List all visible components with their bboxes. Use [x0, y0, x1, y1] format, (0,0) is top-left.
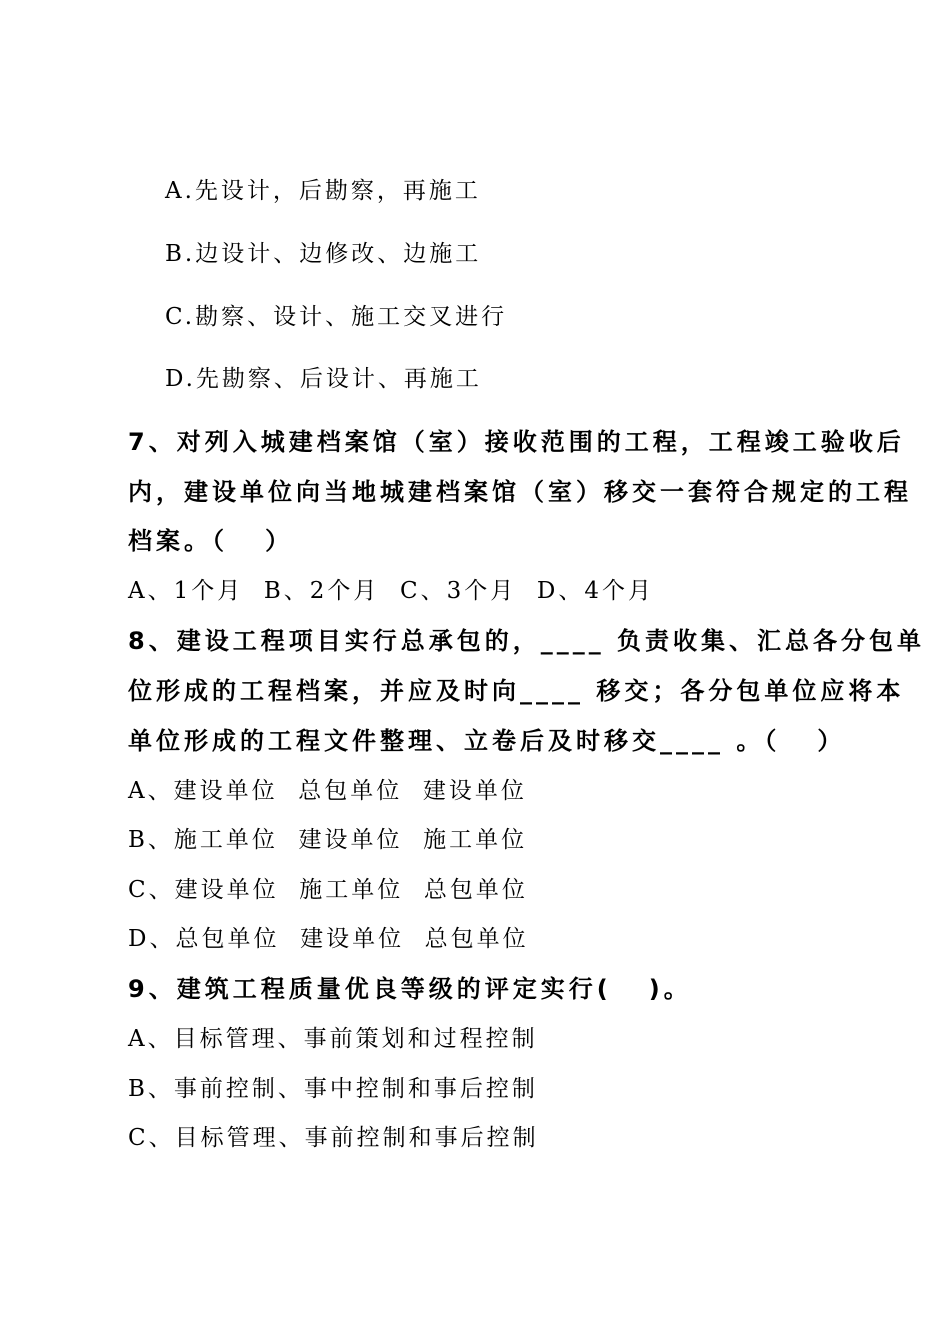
q8-option-b: B、施工单位 建设单位 施工单位: [128, 827, 528, 853]
q9-option-a: A、目标管理、事前策划和过程控制: [128, 1026, 538, 1052]
q7-options: A、1个月 B、2个月 C、3个月 D、4个月: [128, 578, 654, 604]
q7-stem-line-3: 档案。（ ）: [128, 527, 294, 555]
q8-stem-line-2: 位形成的工程档案，并应及时向____ 移交；各分包单位应将本: [128, 677, 905, 705]
q8-option-d: D、总包单位 建设单位 总包单位: [128, 926, 529, 952]
q6-option-b: B.边设计、边修改、边施工: [165, 241, 482, 267]
q9-stem-line-1: 9、建筑工程质量优良等级的评定实行( )。: [128, 975, 692, 1003]
q7-stem-line-2: 内，建设单位向当地城建档案馆（室）移交一套符合规定的工程: [128, 478, 912, 506]
q6-option-c: C.勘察、设计、施工交叉进行: [165, 304, 508, 330]
q8-option-a: A、建设单位 总包单位 建设单位: [128, 778, 527, 804]
q7-stem-line-1: 7、对列入城建档案馆（室）接收范围的工程，工程竣工验收后: [128, 428, 905, 456]
q9-option-c: C、目标管理、事前控制和事后控制: [128, 1125, 539, 1151]
q8-stem-line-3: 单位形成的工程文件整理、立卷后及时移交____ 。（ ）: [128, 727, 846, 755]
q6-option-d: D.先勘察、后设计、再施工: [165, 366, 482, 392]
q6-option-a: A.先设计，后勘察，再施工: [165, 178, 481, 204]
q8-stem-line-1: 8、建设工程项目实行总承包的，____ 负责收集、汇总各分包单: [128, 627, 926, 655]
q9-option-b: B、事前控制、事中控制和事后控制: [128, 1076, 538, 1102]
q8-option-c: C、建设单位 施工单位 总包单位: [128, 877, 528, 903]
